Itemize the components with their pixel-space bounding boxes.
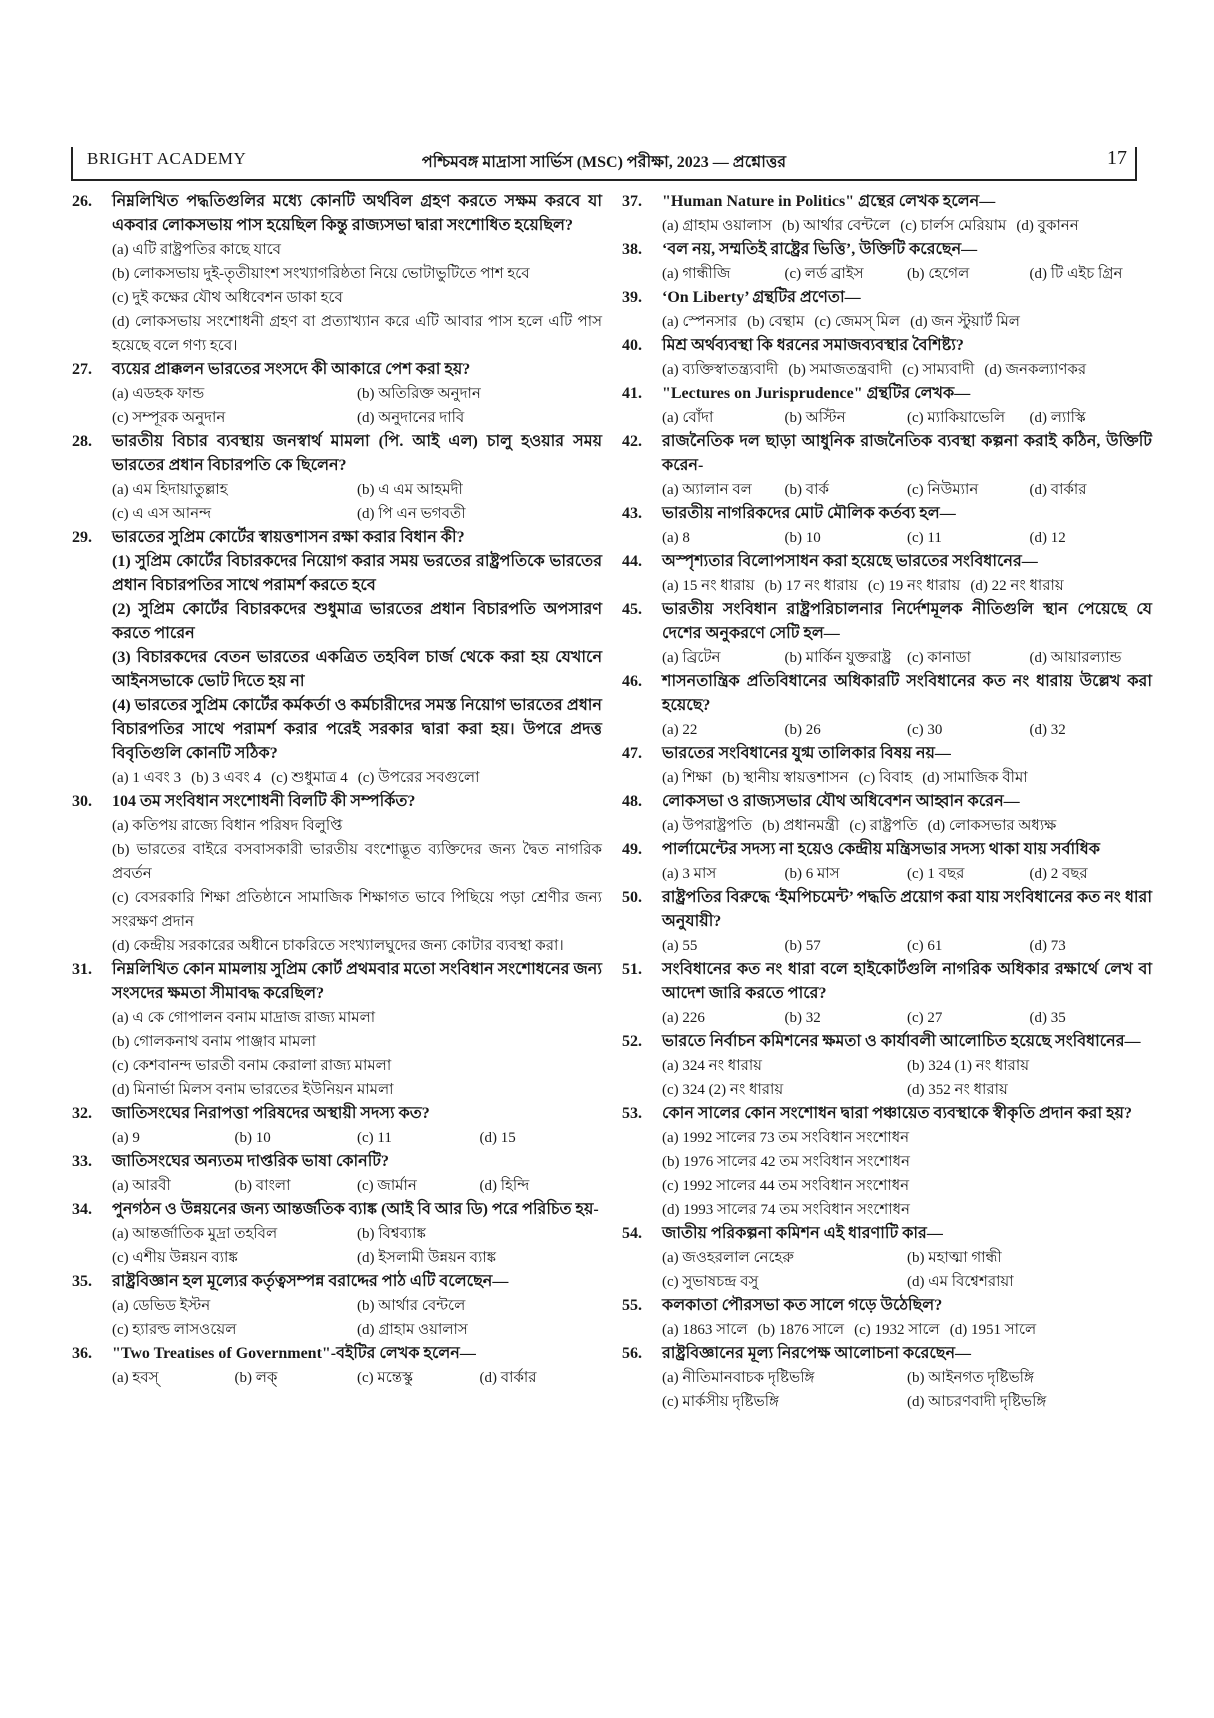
- option-d: (d) হিন্দি: [479, 1178, 530, 1194]
- option-b: (b) বার্ক: [784, 482, 829, 498]
- option-a: (a) 1992 সালের 73 তম সংবিধান সংশোধন: [662, 1130, 910, 1146]
- question-42: [622, 430, 1152, 502]
- question-34: [72, 1198, 602, 1270]
- question-41: [622, 382, 1152, 430]
- option-a: (a) এটি রাষ্ট্রপতির কাছে যাবে: [112, 242, 281, 258]
- question-text: 104 তম সংবিধান সংশোধনী বিলটি কী সম্পর্কিত?: [112, 793, 416, 810]
- option-d: (d) বার্কার: [1029, 482, 1087, 498]
- option-d: (d) আয়ারল্যান্ড: [1029, 650, 1122, 666]
- question-text: কোন সালের কোন সংশোধন দ্বারা পঞ্চায়েত ব্যবস্থাকে স্বীকৃতি প্রদান করা হয়?: [662, 1105, 1132, 1122]
- option-b: (b) বাংলা: [234, 1178, 291, 1194]
- option-a: (a) গান্ধীজি: [662, 266, 731, 282]
- question-56: [622, 1342, 1152, 1414]
- option-d: (d) 352 নং ধারায়: [907, 1082, 1008, 1098]
- option-a: (a) 1 এবং 3: [112, 770, 182, 786]
- option-b: (b) 26: [784, 722, 821, 738]
- question-number: 48.: [622, 793, 642, 810]
- option-b: (b) লোকসভায় দুই-তৃতীয়াংশ সংখ্যাগরিষ্ঠতা নিয়ে ভোটাভুটিতে পাশ হবে: [112, 266, 530, 282]
- option-c: (c) এশীয় উন্নয়ন ব্যাঙ্ক: [112, 1250, 238, 1266]
- option-b: (b) হেগেল: [907, 266, 970, 282]
- question-number: 50.: [622, 889, 642, 906]
- statement-3: (3) বিচারকদের বেতন ভারতের একত্রিত তহবিল চার্জ থেকে করা হয় যেখানে আইনসভাকে ভোট দিতে হয় না: [112, 649, 602, 690]
- option-c: (c) জার্মান: [357, 1178, 417, 1194]
- option-c: (c) সুভাষচন্দ্র বসু: [662, 1274, 759, 1290]
- option-c: (c) কেশবানন্দ ভারতী বনাম কেরালা রাজ্য মামলা: [112, 1058, 392, 1074]
- option-c: (c) জেমস্ মিল: [814, 314, 901, 330]
- option-d: (d) জনকল্যাণকর: [984, 362, 1087, 378]
- option-d: (d) সামাজিক বীমা: [922, 770, 1028, 786]
- statement-4: (4) ভারতের সুপ্রিম কোর্টের কর্মকর্তা ও কর্মচারীদের সমস্ত নিয়োগ ভারতের প্রধান বিচারপতির সাথে পরামর্শ করার পরেই সরকার দ্বারা করা হয়। উপরে প্রদত্ত বিবৃতিগুলি কোনটি সঠিক?: [112, 697, 602, 762]
- option-a: (a) 324 নং ধারায়: [662, 1058, 763, 1074]
- statement-1: (1) সুপ্রিম কোর্টের বিচারকদের নিয়োগ করার সময় ভরতের রাষ্ট্রপতিকে ভারতের প্রধান বিচারপতির সাথে পরামর্শ করতে হবে: [112, 553, 602, 594]
- option-c: (c) 61: [907, 938, 943, 954]
- option-d: (d) টি এইচ গ্রিন: [1029, 266, 1123, 282]
- question-text: রাষ্ট্রবিজ্ঞানের মূল্য নিরপেক্ষ আলোচনা করেছেন—: [662, 1345, 972, 1362]
- option-b: (b) অস্টিন: [784, 410, 846, 426]
- question-number: 49.: [622, 841, 642, 858]
- question-text: রাষ্ট্রপতির বিরুদ্ধে ‘ইমপিচমেন্ট’ পদ্ধতি প্রয়োগ করা যায় সংবিধানের কত নং ধারা অনুযায়ী?: [662, 889, 1152, 930]
- option-b: (b) 324 (1) নং ধারায়: [907, 1058, 1030, 1074]
- option-d: (d) মিনার্ভা মিলস বনাম ভারতের ইউনিয়ন মামলা: [112, 1082, 394, 1098]
- option-b: (b) 1876 সালে: [757, 1322, 845, 1338]
- option-c: (c) 11: [907, 530, 942, 546]
- question-number: 31.: [72, 961, 92, 978]
- option-a: (a) 22: [662, 722, 698, 738]
- option-d: (d) 73: [1029, 938, 1066, 954]
- question-text: ভারতের সংবিধানের যুগ্ম তালিকার বিষয় নয়—: [662, 745, 951, 762]
- option-c: (c) 11: [357, 1130, 392, 1146]
- question-28: [72, 430, 602, 526]
- question-text: ভারতে নির্বাচন কমিশনের ক্ষমতা ও কার্যাবলী আলোচিত হয়েছে সংবিধানের—: [662, 1033, 1141, 1050]
- question-text: জাতিসংঘের অন্যতম দাপ্তরিক ভাষা কোনটি?: [112, 1153, 390, 1170]
- option-d: (d) 12: [1029, 530, 1066, 546]
- question-number: 43.: [622, 505, 642, 522]
- question-text: "Lectures on Jurisprudence" গ্রন্থটির লেখক—: [662, 385, 971, 402]
- option-a: (a) 226: [662, 1010, 705, 1026]
- option-a: (a) কতিপয় রাজ্যে বিধান পরিষদ বিলুপ্তি: [112, 818, 343, 834]
- question-text: লোকসভা ও রাজ্যসভার যৌথ অধিবেশন আহ্বান করেন—: [662, 793, 1020, 810]
- question-48: [622, 790, 1152, 838]
- question-number: 33.: [72, 1153, 92, 1170]
- page-header: [71, 147, 1137, 181]
- option-c: (c) বেসরকারি শিক্ষা প্রতিষ্ঠানে সামাজিক শিক্ষাগত ভাবে পিছিয়ে পড়া শ্রেণীর জন্য সংরক্ষণ প্রদান: [112, 890, 602, 930]
- question-number: 30.: [72, 793, 92, 810]
- option-a: (a) আন্তর্জাতিক মুদ্রা তহবিল: [112, 1226, 278, 1242]
- option-c: (c) দুই কক্ষের যৌথ অধিবেশন ডাকা হবে: [112, 290, 343, 306]
- question-text: রাজনৈতিক দল ছাড়া আধুনিক রাজনৈতিক ব্যবস্থা কল্পনা করাই কঠিন, উক্তিটি করেন-: [662, 433, 1152, 474]
- option-d: (d) আচরণবাদী দৃষ্টিভঙ্গি: [907, 1394, 1047, 1410]
- option-a: (a) অ্যালান বল: [662, 482, 752, 498]
- option-d: (d) 15: [479, 1130, 516, 1146]
- question-text: ব্যয়ের প্রাক্কলন ভারতের সংসদে কী আকারে পেশ করা হয়?: [112, 361, 471, 378]
- option-b: (b) 10: [234, 1130, 271, 1146]
- question-number: 51.: [622, 961, 642, 978]
- option-b: (b) লক্: [234, 1370, 278, 1386]
- question-number: 55.: [622, 1297, 642, 1314]
- question-26: [72, 190, 602, 358]
- option-c: (c) 324 (2) নং ধারায়: [662, 1082, 784, 1098]
- question-number: 26.: [72, 193, 92, 210]
- option-a: (a) আরবী: [112, 1178, 171, 1194]
- question-text: "Human Nature in Politics" গ্রন্থের লেখক হলেন—: [662, 193, 996, 210]
- question-number: 42.: [622, 433, 642, 450]
- question-54: [622, 1222, 1152, 1294]
- option-c: (c) 1932 সালে: [854, 1322, 940, 1338]
- option-c: (c) কানাডা: [907, 650, 971, 666]
- option-c: (c) বিবাহ: [858, 770, 913, 786]
- option-a: (a) স্পেনসার: [662, 314, 738, 330]
- question-53: [622, 1102, 1152, 1222]
- option-b: (b) 1976 সালের 42 তম সংবিধান সংশোধন: [662, 1154, 910, 1170]
- option-d: (d) 1951 সালে: [949, 1322, 1037, 1338]
- option-c: (c) সাম্যবাদী: [902, 362, 975, 378]
- question-number: 54.: [622, 1225, 642, 1242]
- question-number: 45.: [622, 601, 642, 618]
- question-31: [72, 958, 602, 1102]
- option-a: (a) 9: [112, 1130, 140, 1146]
- option-c: (c) মার্কসীয় দৃষ্টিভঙ্গি: [662, 1394, 779, 1410]
- question-text: জাতিসংঘের নিরাপত্তা পরিষদের অস্থায়ী সদস্য কত?: [112, 1105, 430, 1122]
- option-b: (b) 10: [784, 530, 821, 546]
- question-text: রাষ্ট্রবিজ্ঞান হল মূল্যের কর্তৃত্বসম্পন্ন বরাদ্দের পাঠ এটি বলেছেন—: [112, 1273, 509, 1290]
- option-c: (c) 1 বছর: [907, 866, 965, 882]
- option-a: (a) 8: [662, 530, 690, 546]
- question-text: শাসনতান্ত্রিক প্রতিবিধানের অধিকারটি সংবিধানের কত নং ধারায় উল্লেখ করা হয়েছে?: [662, 673, 1152, 714]
- question-51: [622, 958, 1152, 1030]
- option-c: (c) লর্ড ব্রাইস: [784, 266, 864, 282]
- option-c: (c) শুধুমাত্র 4: [271, 770, 348, 786]
- option-b: (b) আইনগত দৃষ্টিভঙ্গি: [907, 1370, 1034, 1386]
- option-b: (b) প্রধানমন্ত্রী: [762, 818, 840, 834]
- question-number: 28.: [72, 433, 92, 450]
- option-c: (c) এ এস আনন্দ: [112, 506, 212, 522]
- question-text: নিম্নলিখিত পদ্ধতিগুলির মধ্যে কোনটি অর্থবিল গ্রহণ করতে সক্ষম করবে যা একবার লোকসভায় পাস হয়েছিল কিন্তু রাজ্যসভা দ্বারা সংশোধিত হয়েছিল?: [112, 193, 602, 234]
- question-40: [622, 334, 1152, 382]
- option-d: (d) ইসলামী উন্নয়ন ব্যাঙ্ক: [357, 1250, 497, 1266]
- option-c: (c) 27: [907, 1010, 943, 1026]
- question-number: 41.: [622, 385, 642, 402]
- option-b: (b) এ এম আহমদী: [357, 482, 463, 498]
- question-29: [72, 526, 602, 790]
- question-39: [622, 286, 1152, 334]
- question-number: 35.: [72, 1273, 92, 1290]
- option-c: (c) 19 নং ধারায়: [867, 578, 961, 594]
- option-b: (b) স্থানীয় স্বায়ত্তশাসন: [722, 770, 849, 786]
- option-a: (a) 1863 সালে: [662, 1322, 748, 1338]
- option-d: (d) 35: [1029, 1010, 1066, 1026]
- option-a: (a) হবস্: [112, 1370, 159, 1386]
- question-number: 29.: [72, 529, 92, 546]
- question-text: ভারতের সুপ্রিম কোর্টের স্বায়ত্তশাসন রক্ষা করার বিধান কী?: [112, 529, 465, 546]
- option-a: (a) গ্রাহাম ওয়ালাস: [662, 218, 772, 234]
- question-text: জাতীয় পরিকল্পনা কমিশন এই ধারণাটি কার—: [662, 1225, 943, 1242]
- option-d: (d) 32: [1029, 722, 1066, 738]
- option-b: (b) 57: [784, 938, 821, 954]
- question-text: ভারতীয় সংবিধান রাষ্ট্রপরিচালনার নির্দেশমূলক নীতিগুলি স্থান পেয়েছে যে দেশের অনুকরণে সেটি হল—: [662, 601, 1152, 642]
- question-number: 47.: [622, 745, 642, 762]
- option-a: (a) ব্রিটেন: [662, 650, 721, 666]
- question-27: [72, 358, 602, 430]
- right-column: [622, 190, 1152, 1414]
- option-d: (d) ল্যাস্কি: [1029, 410, 1086, 426]
- option-c: (c) মন্তেস্কু: [357, 1370, 413, 1386]
- question-number: 34.: [72, 1201, 92, 1218]
- option-c: (c) 1992 সালের 44 তম সংবিধান সংশোধন: [662, 1178, 910, 1194]
- page-title: পশ্চিমবঙ্গ মাদ্রাসা সার্ভিস (MSC) পরীক্ষা, 2023 — প্রশ্নোত্তর: [421, 154, 787, 171]
- option-d: (d) 22 নং ধারায়: [970, 578, 1064, 594]
- option-a: (a) 55: [662, 938, 698, 954]
- option-b: (b) আর্থার বেন্টলে: [357, 1298, 466, 1314]
- question-number: 36.: [72, 1345, 92, 1362]
- option-a: (a) এম হিদায়াতুল্লাহ: [112, 482, 228, 498]
- question-35: [72, 1270, 602, 1342]
- option-d: (d) কেন্দ্রীয় সরকারের অধীনে চাকরিতে সংখ্যালঘুদের জন্য কোটার ব্যবস্থা করা।: [112, 938, 564, 954]
- question-text: "Two Treatises of Government"-বইটির লেখক হলেন—: [112, 1345, 476, 1362]
- statement-2: (2) সুপ্রিম কোর্টের বিচারকদের শুধুমাত্র ভারতের প্রধান বিচারপতি অপসারণ করতে পারেন: [112, 601, 602, 642]
- option-b: (b) গোলকনাথ বনাম পাঞ্জাব মামলা: [112, 1034, 317, 1050]
- option-d: (d) বুকানন: [1016, 218, 1079, 234]
- brand-name: BRIGHT ACADEMY: [87, 149, 247, 168]
- question-number: 40.: [622, 337, 642, 354]
- option-b: (b) 6 মাস: [784, 866, 840, 882]
- question-37: [622, 190, 1152, 238]
- question-text: ‘On Liberty’ গ্রন্থটির প্রণেতা—: [662, 289, 861, 306]
- option-a: (a) ডেভিড ইস্টন: [112, 1298, 211, 1314]
- question-44: [622, 550, 1152, 598]
- option-c: (c) 30: [907, 722, 943, 738]
- option-d: (d) 2 বছর: [1029, 866, 1088, 882]
- option-d: (d) অনুদানের দাবি: [357, 410, 465, 426]
- option-d: (d) লোকসভায় সংশোধনী গ্রহণ বা প্রত্যাখ্যান করে এটি আবার পাস হলে এটি পাস হয়েছে বলে গণ্য হবে।: [112, 314, 602, 354]
- question-number: 46.: [622, 673, 642, 690]
- question-33: [72, 1150, 602, 1198]
- option-d: (c) উপরের সবগুলো: [357, 770, 480, 786]
- option-c: (c) হ্যারল্ড লাসওয়েল: [112, 1322, 237, 1338]
- option-d: (d) বার্কার: [479, 1370, 537, 1386]
- option-d: (d) এম বিশ্বেশরায়া: [907, 1274, 1014, 1290]
- question-47: [622, 742, 1152, 790]
- option-a: (a) নীতিমানবাচক দৃষ্টিভঙ্গি: [662, 1370, 815, 1386]
- option-a: (a) ব্যক্তিস্বাতন্ত্র্যবাদী: [662, 362, 779, 378]
- question-text: ভারতীয় বিচার ব্যবস্থায় জনস্বার্থ মামলা (পি. আই এল) চালু হওয়ার সময় ভারতের প্রধান বিচারপতি কে ছিলেন?: [112, 433, 602, 474]
- page-number: 17: [1107, 147, 1127, 169]
- question-number: 52.: [622, 1033, 642, 1050]
- option-c: (c) রাষ্ট্রপতি: [849, 818, 918, 834]
- option-a: (a) উপরাষ্ট্রপতি: [662, 818, 753, 834]
- option-d: (d) জন স্টুয়ার্ট মিল: [910, 314, 1020, 330]
- question-text: কলকাতা পৌরসভা কত সালে গড়ে উঠেছিল?: [662, 1297, 943, 1314]
- option-b: (b) আর্থার বেন্টলে: [781, 218, 891, 234]
- option-d: (d) গ্রাহাম ওয়ালাস: [357, 1322, 468, 1338]
- question-number: 37.: [622, 193, 642, 210]
- question-number: 56.: [622, 1345, 642, 1362]
- question-49: [622, 838, 1152, 886]
- option-a: (a) এ কে গোপালন বনাম মাদ্রাজ রাজ্য মামলা: [112, 1010, 376, 1026]
- question-number: 27.: [72, 361, 92, 378]
- question-text: পুনগঠন ও উন্নয়নের জন্য আন্তর্জতিক ব্যাঙ্ক (আই বি আর ডি) পরে পরিচিত হয়-: [112, 1201, 599, 1218]
- option-a: (a) বোঁদা: [662, 410, 714, 426]
- option-b: (b) মার্কিন যুক্তরাষ্ট্র: [784, 650, 892, 666]
- question-52: [622, 1030, 1152, 1102]
- option-b: (b) বিশ্বব্যাঙ্ক: [357, 1226, 426, 1242]
- question-46: [622, 670, 1152, 742]
- option-a: (a) 3 মাস: [662, 866, 717, 882]
- question-45: [622, 598, 1152, 670]
- question-32: [72, 1102, 602, 1150]
- question-50: [622, 886, 1152, 958]
- question-number: 53.: [622, 1105, 642, 1122]
- option-b: (b) বেন্থাম: [747, 314, 805, 330]
- option-a: (a) জওহরলাল নেহেরু: [662, 1250, 794, 1266]
- option-c: (c) নিউম্যান: [907, 482, 979, 498]
- option-d: (d) 1993 সালের 74 তম সংবিধান সংশোধন: [662, 1202, 910, 1218]
- option-a: (a) 15 নং ধারায়: [662, 578, 755, 594]
- question-text: সংবিধানের কত নং ধারা বলে হাইকোর্টগুলি নাগরিক অধিকার রক্ষার্থে লেখ বা আদেশ জারি করতে পারে?: [662, 961, 1152, 1002]
- option-b: (b) অতিরিক্ত অনুদান: [357, 386, 481, 402]
- option-d: (d) লোকসভার অধ্যক্ষ: [927, 818, 1057, 834]
- question-30: [72, 790, 602, 958]
- question-text: ‘বল নয়, সম্মতিই রাষ্ট্রের ভিত্তি’, উক্তিটি করেছেন—: [662, 241, 978, 258]
- question-text: পার্লামেন্টের সদস্য না হয়েও কেন্দ্রীয় মন্ত্রিসভার সদস্য থাকা যায় সর্বাধিক: [662, 841, 1100, 858]
- option-b: (b) 3 এবং 4: [191, 770, 262, 786]
- option-b: (b) সমাজতন্ত্রবাদী: [788, 362, 893, 378]
- question-38: [622, 238, 1152, 286]
- option-a: (a) শিক্ষা: [662, 770, 713, 786]
- question-text: ভারতীয় নাগরিকদের মোট মৌলিক কর্তব্য হল—: [662, 505, 956, 522]
- question-text: অস্পৃশ্যতার বিলোপসাধন করা হয়েছে ভারতের সংবিধানের—: [662, 553, 1038, 570]
- question-text: মিশ্র অর্থব্যবস্থা কি ধরনের সমাজব্যবস্থার বৈশিষ্ট্য?: [662, 337, 964, 354]
- option-d: (d) পি এন ভগবতী: [357, 506, 466, 522]
- question-36: [72, 1342, 602, 1390]
- option-b: (b) মহাত্মা গান্ধী: [907, 1250, 1002, 1266]
- option-b: (b) 32: [784, 1010, 821, 1026]
- question-number: 38.: [622, 241, 642, 258]
- question-55: [622, 1294, 1152, 1342]
- option-a: (a) এডহক ফান্ড: [112, 386, 205, 402]
- option-c: (c) চার্লস মেরিয়াম: [900, 218, 1007, 234]
- option-b: (b) ভারতের বাইরে বসবাসকারী ভারতীয় বংশোদ্ভূত ব্যক্তিদের জন্য দ্বৈত নাগরিক প্রবর্তন: [112, 842, 602, 882]
- question-number: 32.: [72, 1105, 92, 1122]
- question-number: 39.: [622, 289, 642, 306]
- option-b: (b) 17 নং ধারায়: [764, 578, 858, 594]
- question-number: 44.: [622, 553, 642, 570]
- question-43: [622, 502, 1152, 550]
- option-c: (c) ম্যাকিয়াভেলি: [907, 410, 1006, 426]
- question-text: নিম্নলিখিত কোন মামলায় সুপ্রিম কোর্ট প্রথমবার মতো সংবিধান সংশোধনের জন্য সংসদের ক্ষমতা সীমাবদ্ধ করেছিল?: [112, 961, 602, 1002]
- option-c: (c) সম্পূরক অনুদান: [112, 410, 226, 426]
- left-column: [72, 190, 602, 1390]
